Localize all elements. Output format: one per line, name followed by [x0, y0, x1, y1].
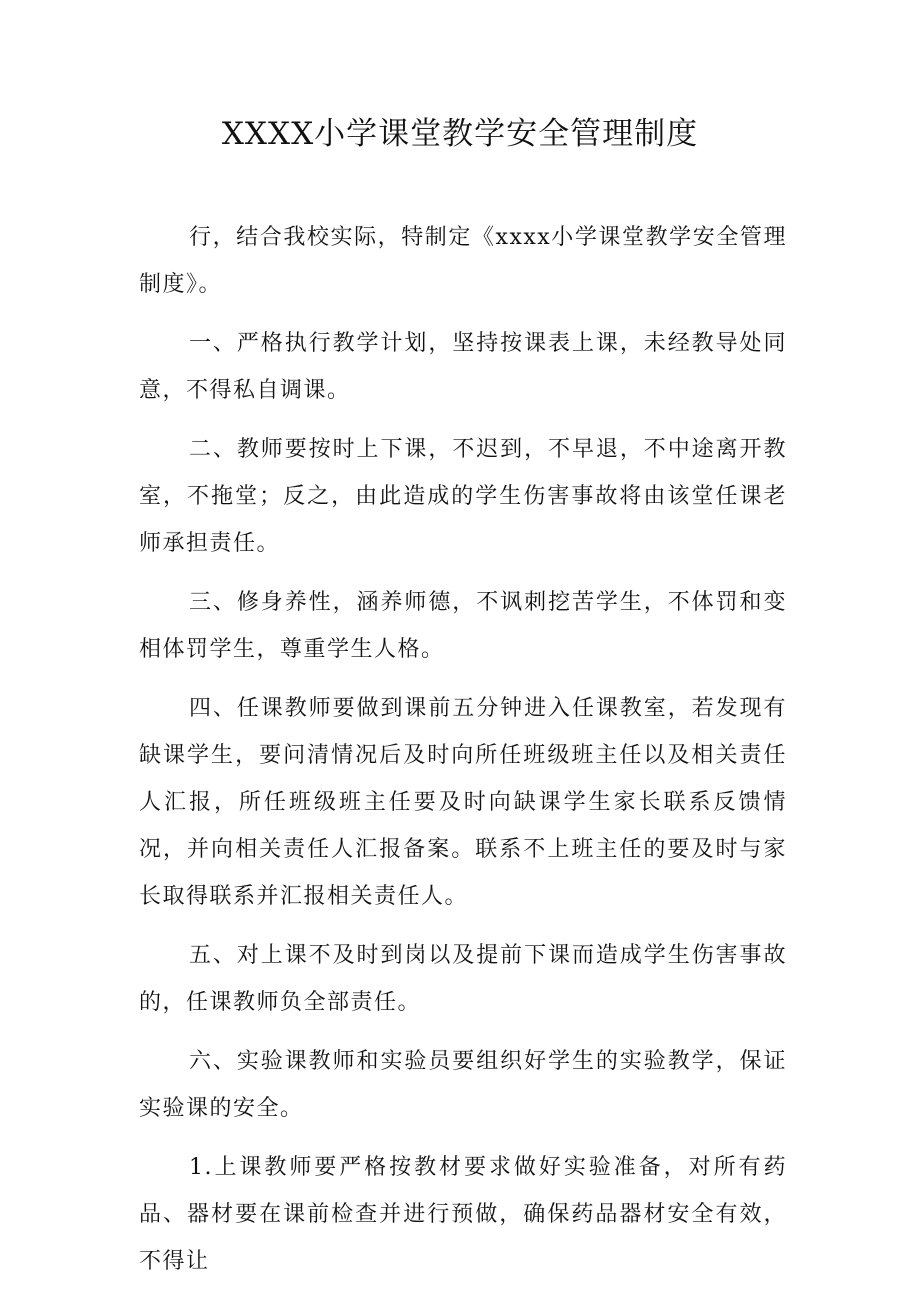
paragraph-rule-6-item-1: 1.上课教师要严格按教材要求做好实验准备，对所有药品、器材要在课前检查并进行预做，确保药品器材安全有效，不得让 [139, 1155, 787, 1274]
paragraph-rule-5: 五、对上课不及时到岗以及提前下课而造成学生伤害事故的，任课教师负全部责任。 [139, 943, 787, 1015]
document-body [139, 214, 787, 1297]
paragraph-rule-6: 六、实验课教师和实验员要组织好学生的实验教学，保证实验课的安全。 [139, 1049, 787, 1121]
paragraph-intro: 行，结合我校实际，特制定《xxxx小学课堂教学安全管理制度》。 [139, 225, 787, 297]
paragraph-rule-3: 三、修身养性，涵养师德，不讽刺挖苦学生，不体罚和变相体罚学生，尊重学生人格。 [139, 590, 787, 662]
paragraph-rule-1: 一、严格执行教学计划，坚持按课表上课，未经教导处同意，不得私自调课。 [139, 331, 787, 403]
paragraph-rule-2: 二、教师要按时上下课，不迟到，不早退，不中途离开教室，不拖堂；反之，由此造成的学生伤害事故将由该堂任课老师承担责任。 [139, 437, 787, 556]
paragraph-rule-4: 四、任课教师要做到课前五分钟进入任课教室，若发现有缺课学生，要问清情况后及时向所任班级班主任以及相关责任人汇报，所任班级班主任要及时向缺课学生家长联系反馈情况，并向相关责任人汇报备案。联系不上班主任的要及时与家长取得联系并汇报相关责任人。 [139, 696, 787, 909]
document-title: XXXX小学课堂教学安全管理制度 [221, 116, 699, 152]
